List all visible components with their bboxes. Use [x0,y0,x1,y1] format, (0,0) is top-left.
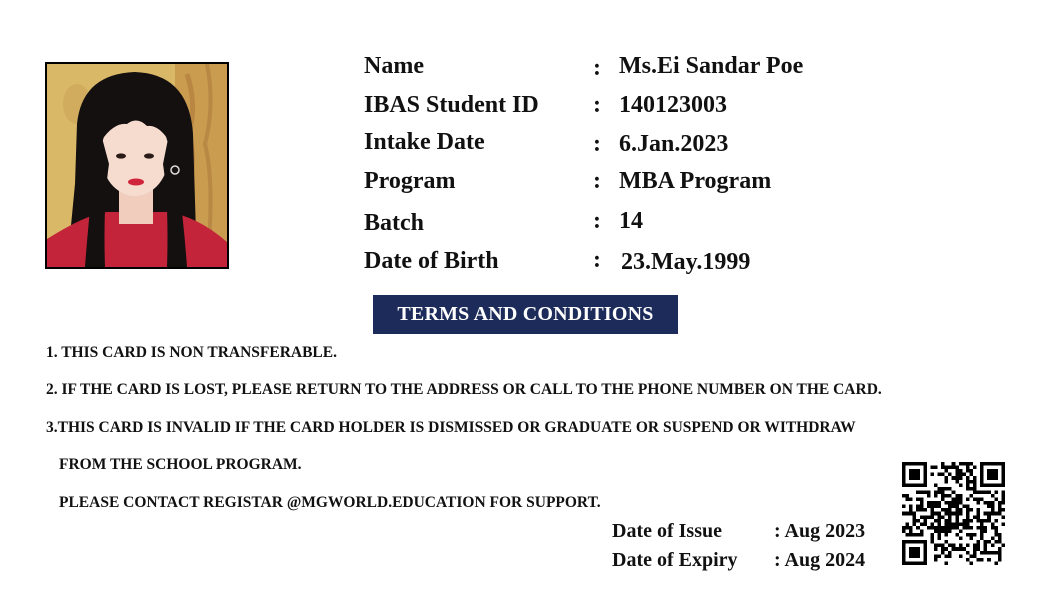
expiry-date-value: : Aug 2024 [774,549,866,571]
intake-date-separator: : [593,131,601,157]
terms-item-2: 2. IF THE CARD IS LOST, PLEASE RETURN TO THE ADDRESS OR CALL TO THE PHONE NUMBER ON THE CARD. [46,381,882,398]
program-value: MBA Program [619,168,772,194]
intake-date-value: 6.Jan.2023 [619,131,729,157]
student-id-label: IBAS Student ID [364,92,539,118]
terms-item-1: 1. THIS CARD IS NON TRANSFERABLE. [46,344,337,361]
program-label: Program [364,168,456,194]
dob-label: Date of Birth [364,248,499,274]
batch-label: Batch [364,210,424,236]
issue-date-label: Date of Issue [612,520,722,542]
student-photo [45,62,229,269]
issue-date-value: : Aug 2023 [774,520,866,542]
program-separator: : [593,168,601,194]
expiry-date-label: Date of Expiry [612,549,738,571]
name-label: Name [364,53,424,79]
terms-item-3-continued: FROM THE SCHOOL PROGRAM. [59,456,302,473]
dob-separator: : [593,247,601,273]
terms-item-3: 3.THIS CARD IS INVALID IF THE CARD HOLDER IS DISMISSED OR GRADUATE OR SUSPEND OR WITHDRAW [46,419,856,436]
terms-title: TERMS AND CONDITIONS [373,295,678,334]
name-separator: : [593,55,601,81]
intake-date-label: Intake Date [364,129,485,155]
student-id-separator: : [593,92,601,118]
dob-value: 23.May.1999 [621,249,751,275]
validity-dates [612,517,882,577]
student-id-value: 140123003 [619,92,727,118]
name-value: Ms.Ei Sandar Poe [619,53,804,79]
batch-value: 14 [619,208,643,234]
qr-code-icon [902,462,1005,565]
batch-separator: : [593,208,601,234]
support-contact: PLEASE CONTACT REGISTAR @MGWORLD.EDUCATION FOR SUPPORT. [59,494,601,511]
student-info [364,0,924,290]
